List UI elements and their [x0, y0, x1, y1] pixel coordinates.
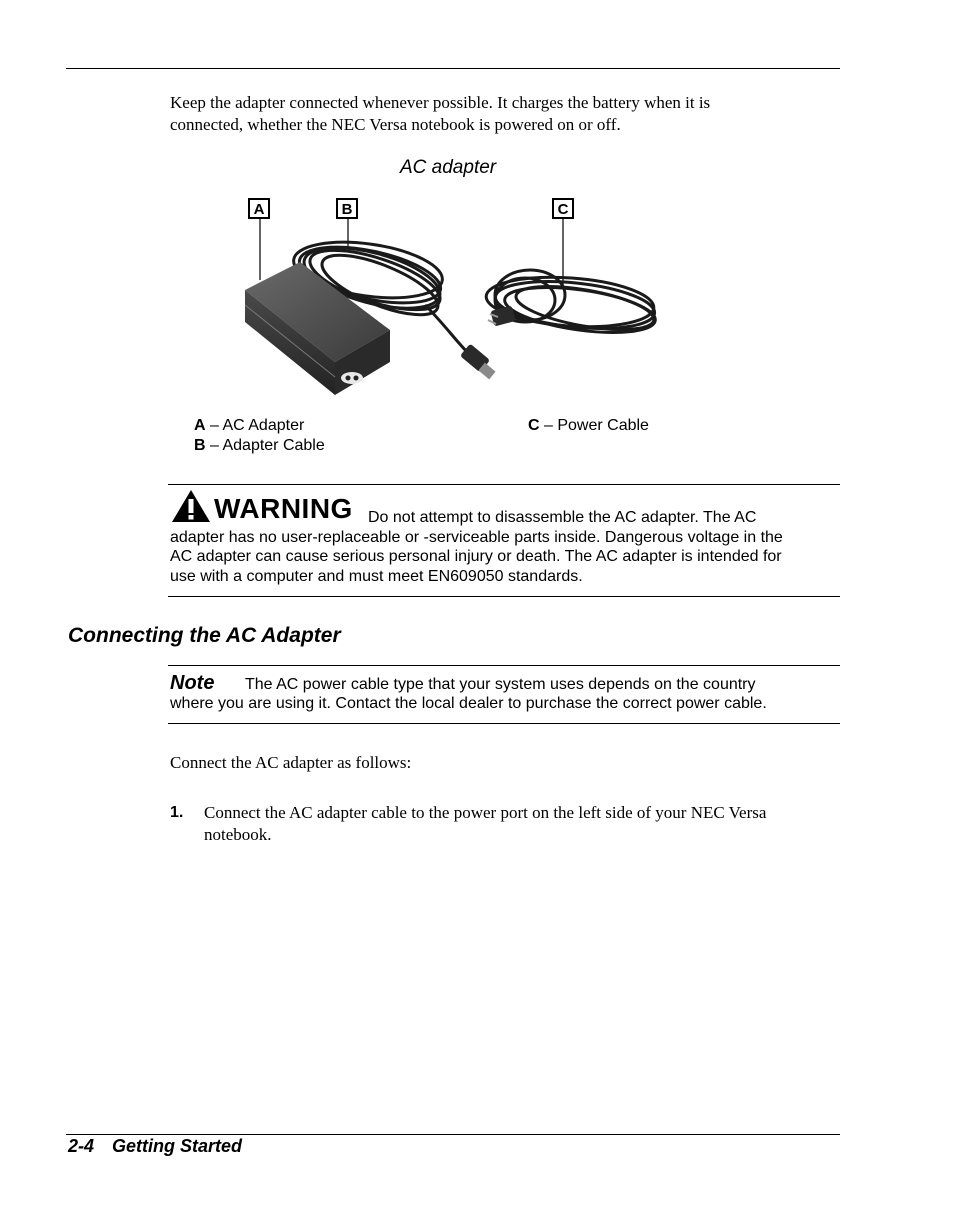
- warning-line-3: AC adapter can cause serious personal injury or death. The AC adapter is intended for: [170, 548, 782, 565]
- note-bottom-rule: [168, 723, 840, 724]
- intro-paragraph: [170, 92, 850, 136]
- intro-line-2: connected, whether the NEC Versa notebook is powered on or off.: [170, 115, 621, 134]
- note-line-1: The AC power cable type that your system uses depends on the country: [245, 676, 756, 693]
- chapter-title: Getting Started: [112, 1136, 243, 1156]
- warning-line-1: Do not attempt to disassemble the AC adapter. The AC: [368, 509, 757, 526]
- legend-key-a: A: [194, 417, 206, 434]
- note-top-rule: [168, 665, 840, 666]
- figure-legend: [194, 416, 694, 460]
- page-number: 2-4: [68, 1136, 95, 1156]
- warning-triangle-icon: [170, 488, 212, 524]
- power-cable-coil: [485, 270, 659, 340]
- legend-key-b: B: [194, 437, 206, 454]
- adapter-brick: [245, 262, 390, 395]
- legend-key-c: C: [528, 417, 540, 434]
- step-line-2: notebook.: [204, 825, 272, 844]
- intro-line-1: Keep the adapter connected whenever possible. It charges the battery when it is: [170, 93, 711, 112]
- note-line-2: where you are using it. Contact the local dealer to purchase the correct power cable.: [170, 695, 767, 712]
- warning-label: WARNING: [214, 493, 353, 524]
- header-rule: [66, 68, 840, 69]
- legend-text-c: – Power Cable: [539, 417, 649, 434]
- step-line-1: Connect the AC adapter cable to the power port on the left side of your NEC Versa: [204, 803, 767, 822]
- legend-item-a: [194, 416, 304, 436]
- legend-text-a: – AC Adapter: [205, 417, 305, 434]
- instructions-lead: Connect the AC adapter as follows:: [170, 753, 412, 772]
- note-label: Note: [170, 672, 215, 694]
- step-number: 1.: [170, 804, 184, 821]
- step-item: [170, 802, 850, 850]
- callout-b: [337, 199, 357, 252]
- note-callout: [170, 670, 840, 720]
- legend-item-c: [528, 416, 649, 436]
- legend-text-b: – Adapter Cable: [205, 437, 325, 454]
- callout-c-label: C: [557, 201, 569, 218]
- figure-caption: AC adapter: [400, 157, 497, 178]
- warning-top-rule: [168, 484, 840, 485]
- legend-item-b: [194, 436, 325, 456]
- ac-adapter-illustration: [230, 190, 670, 410]
- wall-plug: [488, 305, 516, 326]
- callout-a: [249, 199, 269, 280]
- footer-rule: [66, 1134, 840, 1135]
- warning-line-2: adapter has no user-replaceable or -serviceable parts inside. Dangerous voltage in the: [170, 529, 783, 546]
- warning-callout: [170, 488, 840, 592]
- callout-c: [553, 199, 573, 288]
- warning-line-4: use with a computer and must meet EN609050 standards.: [170, 568, 583, 585]
- page-footer: [68, 1136, 242, 1157]
- warning-bottom-rule: [168, 596, 840, 597]
- section-title: Connecting the AC Adapter: [68, 624, 341, 647]
- callout-a-label: A: [253, 201, 265, 218]
- callout-b-label: B: [341, 201, 353, 218]
